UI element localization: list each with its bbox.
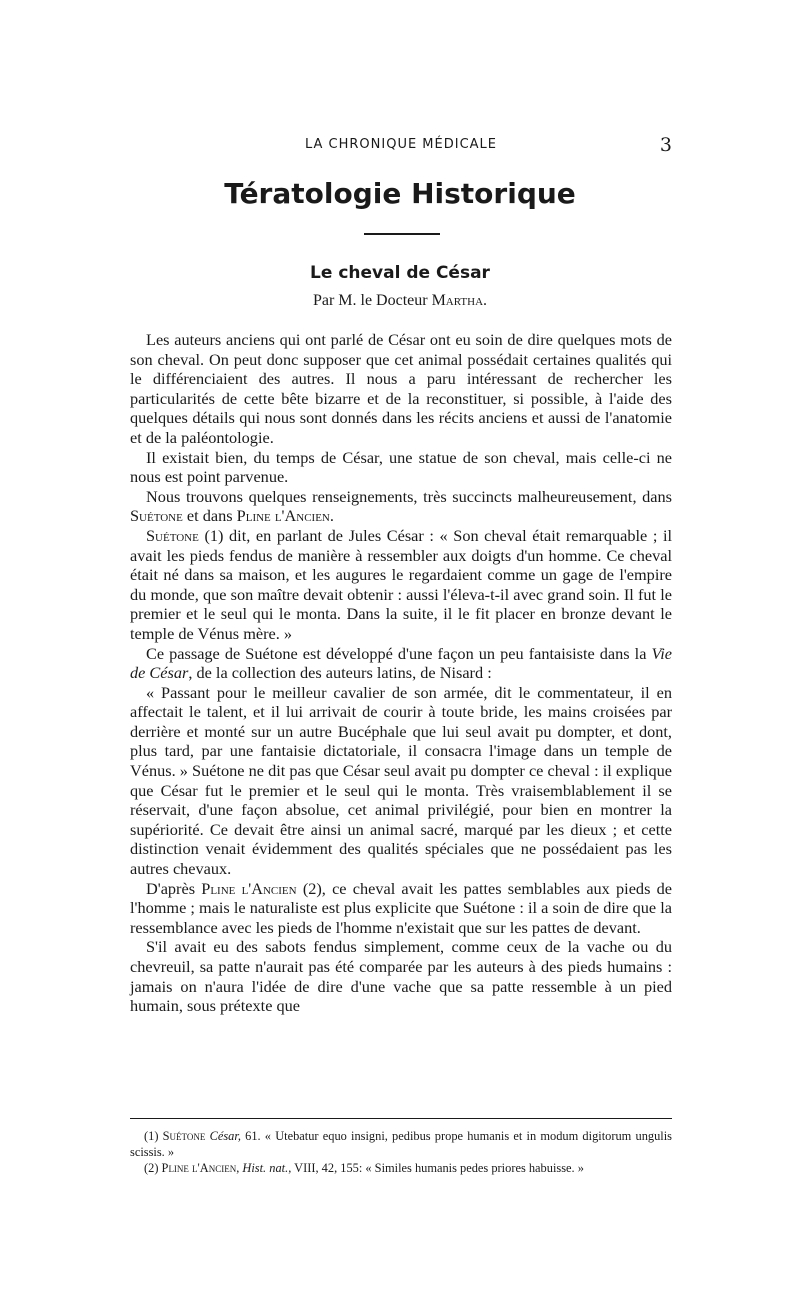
footnote-text: 61. « Utebatur equo insigni, pedibus prope humanis et in modum digitorum ungulis scissis. » [130, 1129, 672, 1159]
byline-prefix: Par M. le Docteur [312, 292, 432, 309]
paragraph-text: (1) dit, en parlant de Jules César : « Son cheval était remarquable ; il avait les pieds fendus de manière à ressembler aux doigts d'un homme. Ce cheval était né dans sa maison, et les augures le regardaient comme un gage de l'empire du monde, que son maître devait obtenir : aussi l'éleva-t-il avec grand soin. Il fut le premier et le seul qui le monta. Dans la suite, il le fit placer en bronze devant le temple de Vénus mère. » [130, 525, 672, 643]
paragraph-text: Nous trouvons quelques renseignements, très succincts malheureusement, dans [146, 486, 672, 506]
page-number: 3 [659, 134, 672, 156]
paragraph-text: Les auteurs anciens qui ont parlé de César ont eu soin de dire quelques mots de son cheval. On peut donc supposer que cet animal possédait certaines qualités qui le différenciaient des autres. Il nous a paru intéressant de rechercher les particularités de cette bête bizarre et de la reconstituer, si possible, à l'aide des quelques détails qui nous sont donnés dans les récits anciens et aussi de l'anatomie et de la paléontologie. [130, 330, 672, 447]
article-body [130, 330, 672, 1016]
footnote-marker: (2) [144, 1161, 162, 1175]
paragraph-text: Il existait bien, du temps de César, une statue de son cheval, mais celle-ci ne nous est point parvenue. [130, 447, 672, 487]
author-reference: Suétone [146, 525, 199, 545]
paragraph [130, 683, 672, 879]
footnotes [130, 1128, 672, 1176]
paragraph [130, 330, 672, 448]
paragraph-text: D'après [146, 878, 202, 898]
title-divider [364, 233, 440, 235]
paragraph [130, 487, 672, 526]
paragraph [130, 879, 672, 938]
footnote-work: César, [209, 1129, 241, 1143]
work-title: Vie de César [130, 643, 672, 683]
article-title: Le cheval de César [310, 263, 490, 283]
paragraph-text: (2), ce cheval avait les pattes semblables aux pieds de l'homme ; mais le naturaliste est plus explicite que Suétone : il a soin de dire que la ressemblance avec les pieds de l'homme n'existait que sur les pattes de devant. [130, 878, 672, 937]
paragraph-text: S'il avait eu des sabots fendus simplement, comme ceux de la vache ou du chevreuil, sa patte n'aurait pas été comparée par les auteurs à des pieds humains : jamais on n'aura l'idée de dire d'une vache que sa patte ressemble à un pied humain, sous prétexte que [130, 937, 672, 1016]
byline [100, 289, 700, 313]
footnote-text: , VIII, 42, 155: « Similes humanis pedes priores habuisse. » [288, 1161, 584, 1175]
author-reference: Suétone [130, 506, 183, 526]
footnote-1 [130, 1128, 672, 1160]
byline-author: Martha. [431, 292, 488, 309]
paragraph-text: , de la collection des auteurs latins, de Nisard : [188, 663, 492, 683]
author-reference: Pline l'Ancien [201, 878, 297, 898]
paragraph-text: Ce passage de Suétone est développé d'une façon un peu fantaisiste dans la [146, 643, 652, 663]
footnote-2 [130, 1160, 672, 1176]
paragraph [130, 644, 672, 683]
footnote-author: Suétone [162, 1129, 206, 1143]
footnote-author: Pline l'Ancien [161, 1161, 237, 1175]
author-reference: Pline l'Ancien [236, 506, 330, 526]
paragraph [130, 526, 672, 644]
footnote-separator: , [236, 1161, 243, 1175]
paragraph-text: . [329, 506, 334, 526]
running-title: LA CHRONIQUE MÉDICALE [304, 137, 498, 152]
paragraph [130, 448, 672, 487]
paragraph-text: et dans [182, 506, 237, 526]
running-head [130, 134, 672, 156]
paragraph-text: « Passant pour le meilleur cavalier de son armée, dit le commentateur, il en affectait le talent, et il lui arrivait de courir à toute bride, les mains croisées par derrière et monté sur un autre Bucéphale que lui seul avait pu dompter, et dont, plus tard, par une fantaisie dictatoriale, il consacra l'image dans un temple de Vénus. » Suétone ne dit pas que César seul avait pu dompter ce cheval : il explique que César fut le premier et le seul qui le monta. Très vraisemblablement il se réservait, d'une façon absolue, cet animal privilégié, pour bien en montrer la supériorité. Ce devait être ainsi un animal sacré, marqué par les dieux ; et cette distinction venait évidemment des qualités spéciales que ne possédaient pas les autres chevaux. [130, 682, 672, 879]
footnote-divider [130, 1118, 672, 1119]
section-title: Tératologie Historique [224, 177, 576, 210]
footnote-marker: (1) [144, 1129, 163, 1143]
footnote-work: Hist. nat. [242, 1161, 289, 1175]
paragraph [130, 937, 672, 1015]
